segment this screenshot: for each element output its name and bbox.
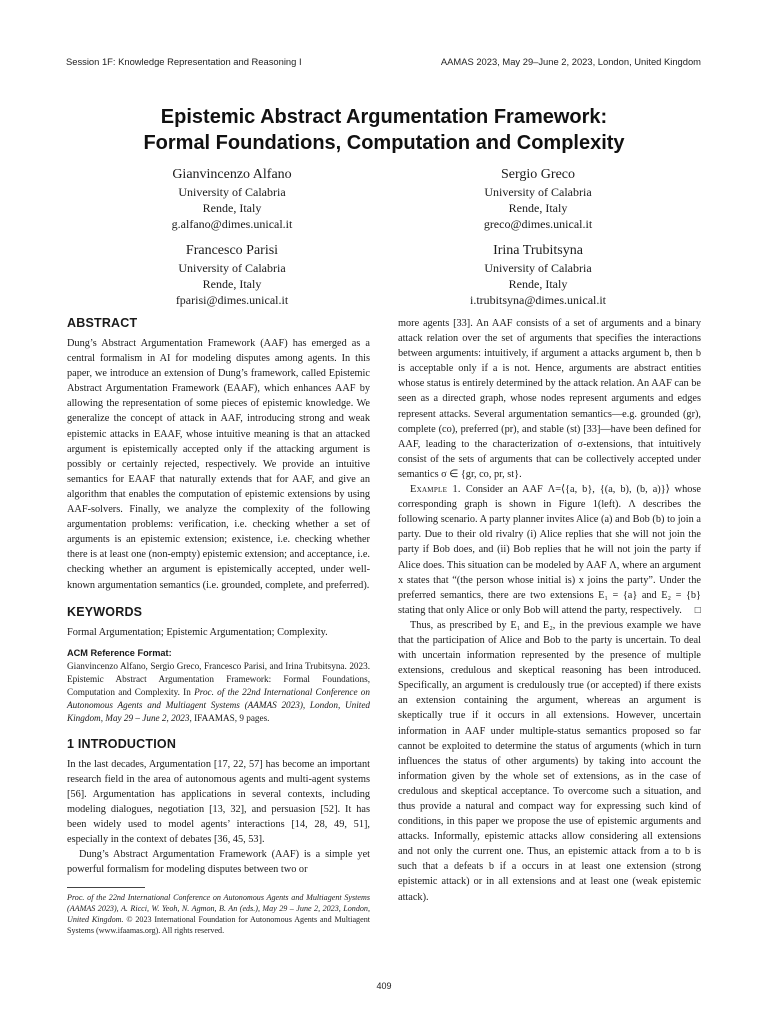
author-affiliation: University of Calabria [484,261,592,275]
copyright-footnote [67,892,370,936]
acm-text-italic: Proc. of the 22nd International Conference on Autonomous Agents and Multiagent Systems (AAMAS 2023), London, United Kingdom, May 29 – June 2, 2023, [67,686,370,723]
keywords-text: Formal Argumentation; Epistemic Argumentation; Complexity. [67,626,328,638]
author-affiliation: University of Calabria [178,185,286,199]
author-email: fparisi@dimes.unical.it [175,293,289,307]
right-column [398,316,701,905]
page-number: 409 [376,981,392,991]
intro-paragraph-2: Dung’s Abstract Argumentation Framework (AAF) is a simple yet powerful formalism for modeling disputes between two or [67,849,370,876]
acm-reference-text [67,660,370,725]
footnote-rule [67,887,145,888]
author-email: greco@dimes.unical.it [483,217,593,231]
acm-text-plain: Gianvincenzo Alfano, Sergio Greco, Francesco Parisi, and Irina Trubitsyna. 2023. Epistemic Abstract Argumentation Framework: Formal Foundations, Computation and Complexity. In [67,660,370,697]
author-location: Rende, Italy [508,201,568,215]
acm-reference-heading: ACM Reference Format: [67,647,172,658]
author-name: Sergio Greco [501,167,575,182]
acm-text-end: IFAAMAS, 9 pages. [191,712,270,723]
author-block [102,166,362,232]
right-paragraph-3: Thus, as prescribed by E₁ and E₂, in the previous example we have that the participation of Alice and Bob to the party is uncertain. To deal with uncertain information represented by the presence of multiple extensions, credulous and skeptical reasoning has been introduced. Specifically, an argument is credulously true (or accepted) if there exists an extension containing the argument, whereas an argument is skeptically true if it occurs in all extensions. However, uncertain information in AAF under multiple-status semantics proposed so far cannot be exploited to determine the status of arguments (which in turn influences the status of other arguments) by taking into account the information given by the whole set of extensions, as in the case of credulous and skeptical acceptance. To overcome such a situation, and thus provide a natural and compact way for expressing such kind of conditions, in this paper we propose the use of epistemic arguments and attacks. Informally, epistemic attacks allow considering all extensions and not only the current one. Thus, an epistemic attack from a to b is such that a defeats b if a occurs in at least one extension (strong epistemic attack) or in all extensions and at least one (weak epistemic attack). [398,619,701,903]
left-column [67,316,370,936]
running-header-conference: AAMAS 2023, May 29–June 2, 2023, London, United Kingdom [440,56,701,67]
author-affiliation: University of Calabria [484,185,592,199]
footnote-plain: © 2023 International Foundation for Autonomous Agents and Multiagent Systems (www.ifaamas.org). All rights reserved. [67,915,370,936]
author-email: g.alfano@dimes.unical.it [171,217,293,231]
paper-title [0,104,768,156]
author-block [408,242,668,308]
author-block [408,166,668,232]
running-header-session: Session 1F: Knowledge Representation and Reasoning I [66,56,302,67]
qed-symbol: □ [694,604,701,616]
abstract-text: Dung’s Abstract Argumentation Framework (AAF) has emerged as a central formalism in AI for modeling disputes among agents. In this paper, we introduce an extension of Dung’s framework, called Epistemic Abstract Argumentation Framework (EAAF), which enhances AAF by allowing the representation of some pieces of epistemic knowledge. We generalize the concept of attack in AAF, introducing strong and weak epistemic attacks in EAAF, whose intuitive meaning is that an attacked argument is epistemically accepted only if the attacking argument is possibly or certainly rejected, respectively. We provide an intuitive semantics for EAAF that naturally extends that for AAF, and give an algorithm that enables the computation of epistemic extensions by using AAF-solvers. Finally, we analyze the complexity of the following argumentation problems: verification, i.e. checking whether a set of arguments is an epistemic extension; existence, i.e. checking whether there is at least one (non-empty) epistemic extension; and acceptance, i.e. checking whether an argument is epistemically accepted, under well-known argumentation semantics (i.e. grounded, complete, and preferred). [67,338,370,591]
title-line-2: Formal Foundations, Computation and Complexity [143,132,625,154]
introduction-text [67,757,370,878]
author-location: Rende, Italy [508,277,568,291]
author-email: i.trubitsyna@dimes.unical.it [469,293,607,307]
right-column-text [398,316,701,905]
example-text: Consider an AAF Λ=⟨{a, b}, {(a, b), (b, a)}⟩ whose corresponding graph is shown in Figure 1(left). Λ describes the following scenario. A party planner invites Alice (a) and Bob (b) to join a party. Due to their old rivalry (i) Alice replies that she will not join the party if Bob does, and (ii) Bob replies that he will not join the party if Alice does. This situation can be modeled by AAF Λ, where an argument x states that “(the person whose initial is) x joins the party”. Under the preferred semantics, there are two extensions E₁ = {a} and E₂ = {b} stating that only Alice or only Bob will attend the party, respectively. [398,484,701,616]
example-1 [398,482,701,618]
author-location: Rende, Italy [202,277,262,291]
author-name: Irina Trubitsyna [493,243,583,258]
acm-reference [67,648,370,725]
abstract-heading: ABSTRACT [67,316,138,330]
author-name: Gianvincenzo Alfano [172,167,292,182]
example-label: Example 1. [410,484,461,496]
title-line-1: Epistemic Abstract Argumentation Framework: [160,106,608,128]
introduction-heading: 1 INTRODUCTION [67,736,177,751]
keywords-heading: KEYWORDS [67,604,143,619]
right-paragraph-1: more agents [33]. An AAF consists of a set of arguments and a binary attack relation over the set of arguments that specifies the interactions between arguments: intuitively, if argument a attacks argument b, then b is acceptable only if a is not. Hence, arguments are abstract entities whose status is entirely determined by the attack relation. An AAF can be seen as a directed graph, whose nodes represent arguments and edges represent attacks. Several argumentation semantics—e.g. grounded (gr), complete (co), preferred (pr), and stable (st) [33]—have been defined for AAF, leading to the characterization of σ-extensions, that intuitively consist of the sets of arguments that can be collectively accepted under semantics σ ∈ {gr, co, pr, st}. [398,318,701,480]
intro-paragraph-1: In the last decades, Argumentation [17, 22, 57] has become an important research field in the area of autonomous agents and multi-agent systems [56]. Argumentation has applications in several contexts, including modeling dialogues, negotiation [13, 32], and persuasion [52]. It has been widely used to model agents’ interactions [14, 28, 49, 51], especially in the context of debates [36, 45, 53]. [67,758,370,846]
author-block [102,242,362,308]
footnote-italic: Proc. of the 22nd International Conference on Autonomous Agents and Multiagent Systems (AAMAS 2023), A. Ricci, W. Yeoh, N. Agmon, B. An (eds.), May 29 – June 2, 2023, London, United Kingdom. [67,893,370,925]
author-affiliation: University of Calabria [178,261,286,275]
author-location: Rende, Italy [202,201,262,215]
author-name: Francesco Parisi [185,243,279,258]
